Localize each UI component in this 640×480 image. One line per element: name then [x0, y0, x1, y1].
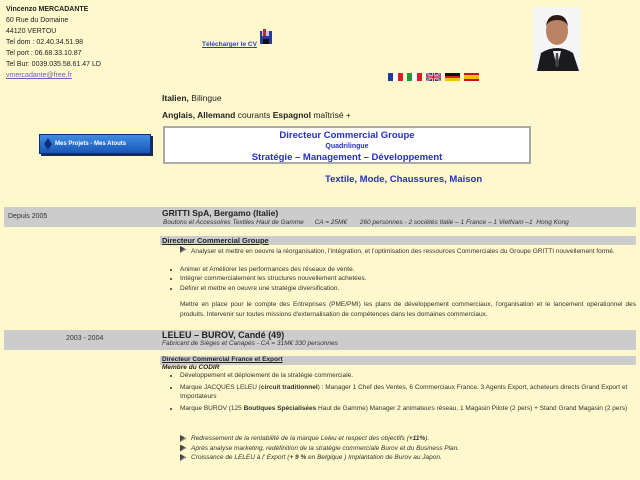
headline-title: Directeur Commercial Groupe — [279, 130, 415, 141]
lang-english-german: Anglais, Allemand — [162, 110, 236, 120]
experience-period: Depuis 2005 — [8, 213, 48, 220]
floppy-disk-icon[interactable] — [259, 29, 273, 45]
bullet-list — [162, 371, 636, 413]
contact-block — [6, 4, 101, 81]
arrow-bullet-icon — [180, 435, 187, 442]
experience-details-2 — [162, 371, 636, 413]
experience-company: GRITTI SpA, Bergamo (Italie) — [162, 208, 279, 218]
arrow-item — [162, 245, 636, 257]
experience-role-sub: Membre du CODIR — [162, 364, 220, 371]
list-item: • Développement et déploiement de la stratégie commerciale. — [180, 371, 636, 381]
arrow-bullet-icon — [180, 445, 187, 452]
list-item: • Animer et Améliorer les performances des réseaux de vente. — [180, 265, 636, 275]
headline-subtitle: Quadrilingue — [325, 143, 369, 150]
list-item: • Intégrer commercialement les structures nouvellement achetées. — [180, 274, 636, 284]
contact-address1: 60 Rue du Domaine — [6, 17, 69, 24]
arrow-item-text: Analyser et mettre en oeuvre la réorganisation, l'intégration, et l'optimisation des ressources Commerciales du Groupe GRITTI nouvellement formé. — [191, 248, 615, 255]
email-link[interactable]: vmercadante@free.fr — [6, 72, 72, 79]
headline-box — [163, 126, 531, 164]
contact-tel-dom: Tel dom : 02.40.34.51.98 — [6, 39, 84, 46]
list-item: • Définir et mettre en oeuvre une stratégie diversification. — [180, 284, 636, 294]
result-item: Après analyse marketing, redéfinition de la stratégie commerciale Burov et du Business Plan. — [180, 444, 620, 454]
result-item: Croissance de LELEU à l' Export (+ 9 % en Belgique ) Implantation de Burov au Japon. — [180, 453, 620, 463]
lang-italian-level: Bilingue — [188, 93, 222, 103]
arrow-bullet-icon — [180, 246, 187, 253]
results-list — [180, 434, 620, 463]
projects-button-label: Mes Projets - Mes Atouts — [55, 141, 127, 147]
download-cv-link[interactable]: Télécharger le CV — [202, 41, 257, 48]
result-item: Redressement de la rentabilité de la marque Leleu et respect des objectifs (+11%). — [180, 434, 620, 444]
bullet-list — [162, 265, 636, 294]
diamond-icon — [44, 138, 52, 150]
lang-spanish-level: maîtrisé + — [310, 110, 351, 120]
flag-de-icon[interactable] — [445, 73, 460, 81]
arrow-bullet-icon — [180, 454, 187, 461]
sectors-text: Textile, Mode, Chaussures, Maison — [325, 174, 483, 185]
experience-role: Directeur Commercial Groupe — [162, 236, 269, 245]
experience-company: LELEU – BUROV, Candé (49) — [162, 330, 285, 340]
experience-paragraph: Mettre en place pour le compte des Entreprises (PME/PMI) les plans de développement commerciaux, l'organisation et le lancement opérationnel des produits. Intervenir sur toutes missions d'externalisation de compétences dans les domaines commerciaux. — [180, 301, 636, 318]
experience-description: Fabricant de Sièges et Canapés - CA = 31M€ 330 personnes — [162, 340, 338, 347]
lang-italian: Italien, — [162, 93, 189, 103]
flag-es-icon[interactable] — [464, 73, 479, 81]
contact-name: Vincenzo MERCADANTE — [6, 6, 89, 13]
flag-uk-icon[interactable] — [426, 73, 441, 81]
list-item: • Marque JACQUES LELEU (circuit traditionnel) : Manager 1 Chef des Ventes, 6 Commerciaux France, 3 Agents Export, acheteurs directs Grand Export et Importateurs — [180, 383, 636, 402]
projects-button[interactable] — [39, 134, 151, 154]
languages-section — [162, 90, 351, 124]
contact-tel-bur: Tel Bur: 0039.035.58.61.47 LD — [6, 61, 101, 68]
list-item: • Marque BUROV (125 Boutiques Spécialisées Haut de Gamme) Manager 2 animateurs réseau, 1 Magasin Pilote (2 pers) + Stand Grand Magasin (2 pers) — [180, 404, 636, 414]
contact-tel-port: Tel port : 06.68.33.10.87 — [6, 50, 82, 57]
experience-role: Directeur Commercial France et Export — [162, 356, 283, 363]
experience-description: Boutons et Accessoires Textiles Haut de Gamme CA = 25M€ 260 personnes - 2 sociétés Italie – 1 France – 1 VietNam –1 Hong Kong — [163, 219, 569, 226]
contact-address2: 44120 VERTOU — [6, 28, 57, 35]
lang-spanish: Espagnol — [272, 110, 311, 120]
experience-details-1 — [162, 245, 636, 319]
flag-it-icon[interactable] — [407, 73, 422, 81]
experience-period: 2003 - 2004 — [66, 335, 104, 342]
language-flags — [388, 73, 479, 81]
flag-fr-icon[interactable] — [388, 73, 403, 81]
lang-english-german-level: courants — [235, 110, 273, 120]
headline-skills: Stratégie – Management – Développement — [251, 152, 443, 163]
profile-photo — [533, 7, 581, 71]
